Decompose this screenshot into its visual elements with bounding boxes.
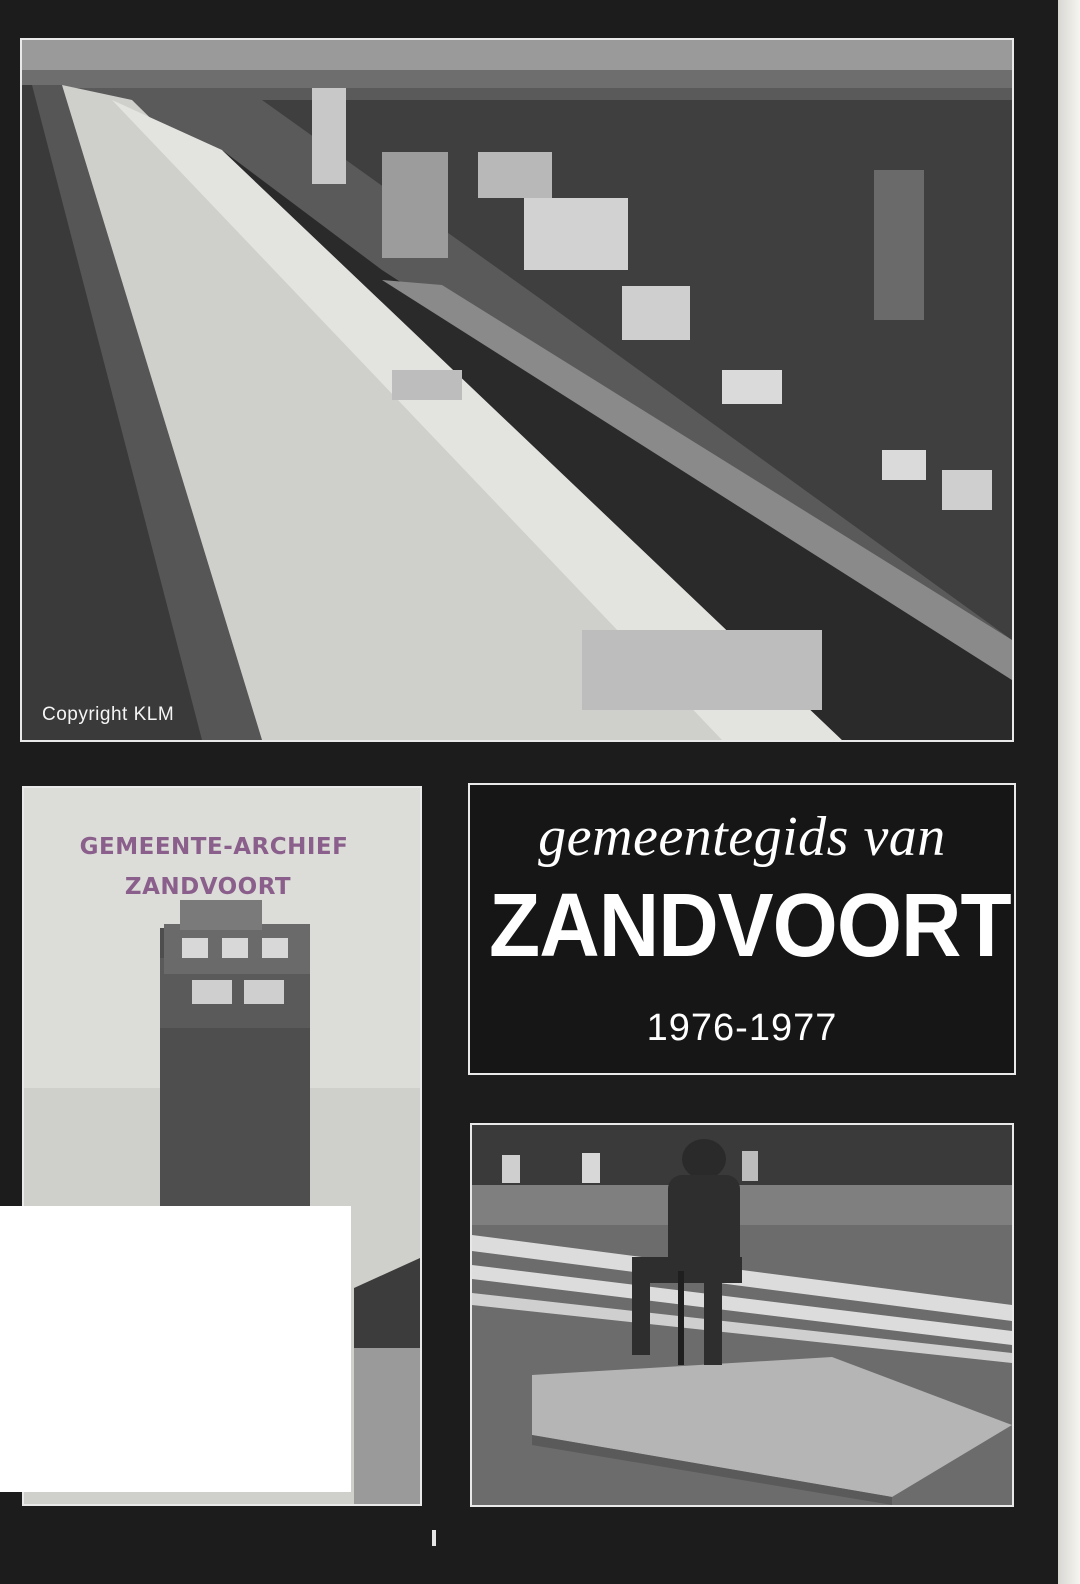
title-text: ZANDVOORT xyxy=(489,876,1011,976)
photo-credit: Copyright KLM xyxy=(42,704,175,725)
subtitle-text: gemeentegids van xyxy=(538,806,946,868)
statue-photo xyxy=(470,1123,1014,1507)
archive-stamp-line2: ZANDVOORT xyxy=(124,874,292,900)
spine-mark xyxy=(432,1530,436,1546)
years-text: 1976-1977 xyxy=(646,1007,838,1049)
library-label-sticker xyxy=(0,1206,351,1492)
title-box xyxy=(468,783,1016,1075)
archive-stamp-line1: GEMEENTE-ARCHIEF xyxy=(79,834,349,860)
aerial-beach-photo xyxy=(20,38,1014,742)
page-edge xyxy=(1058,0,1080,1584)
